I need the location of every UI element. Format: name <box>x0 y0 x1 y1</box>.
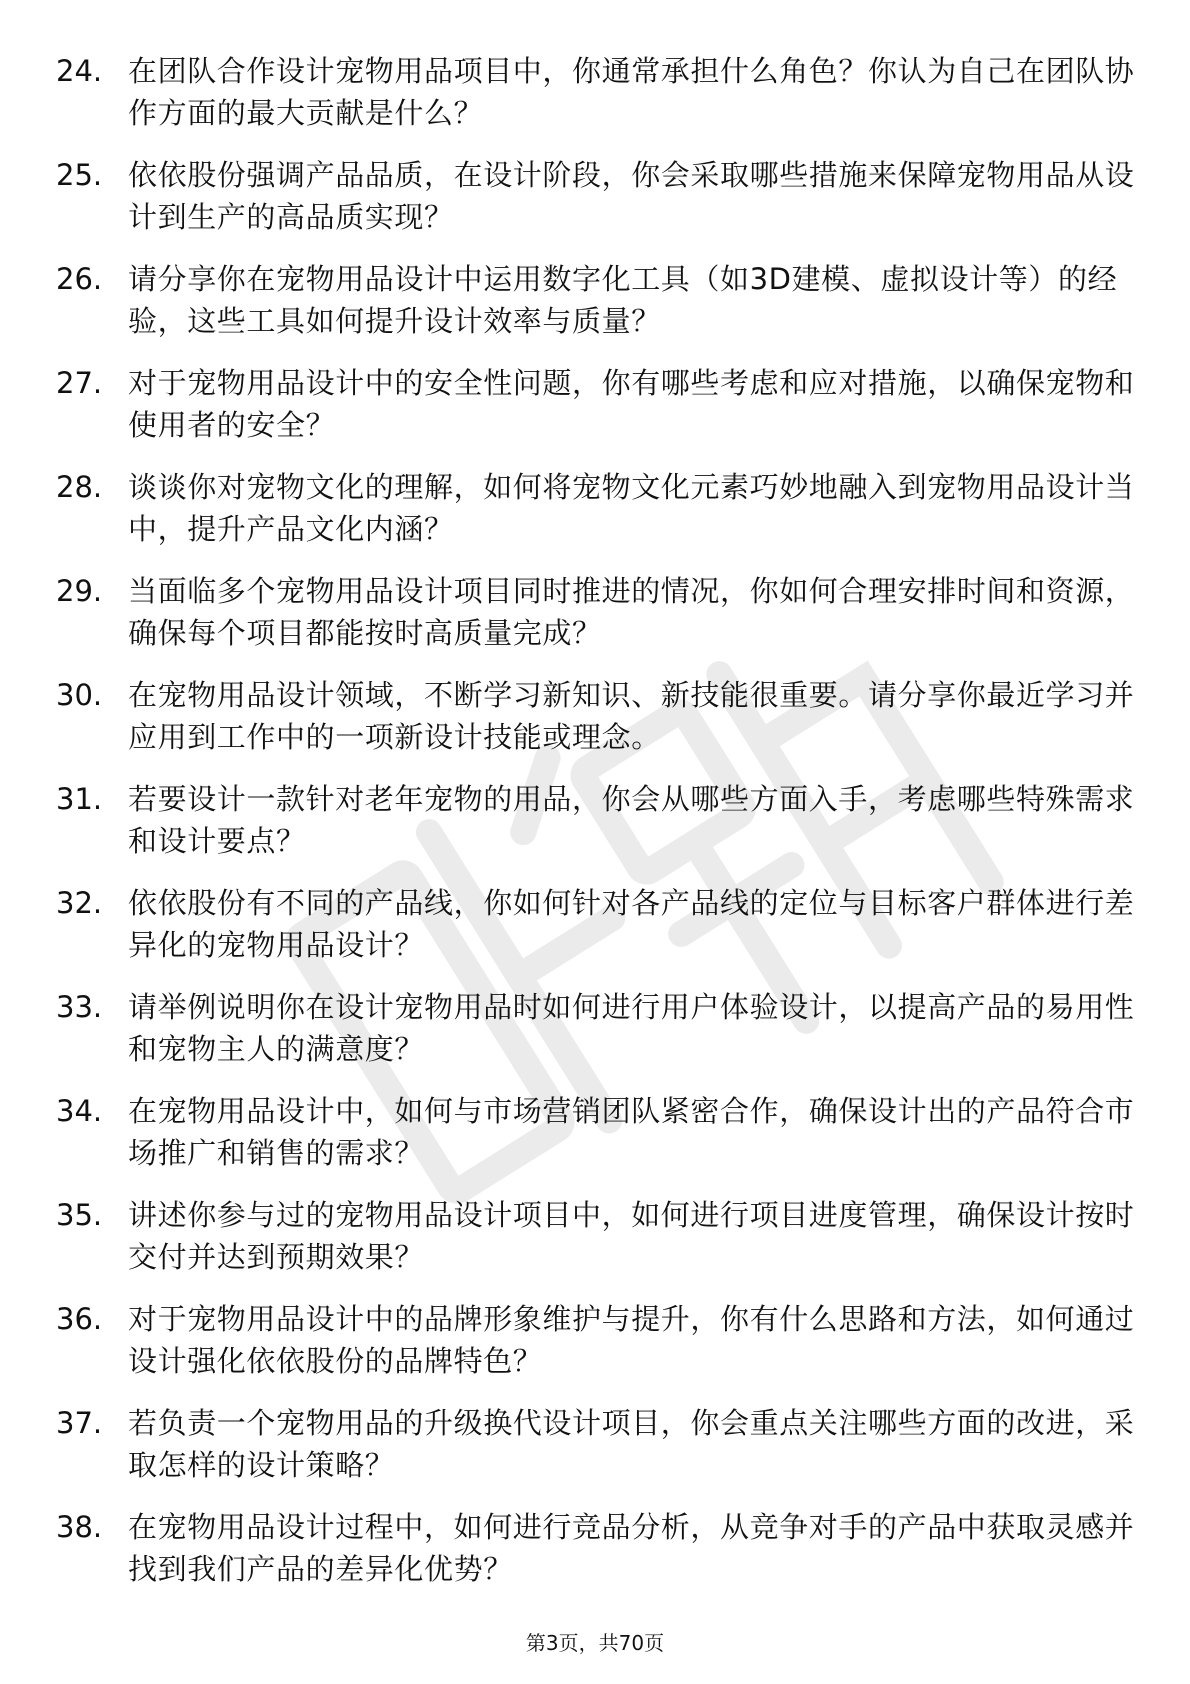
question-item <box>56 466 1146 570</box>
question-number: 38. <box>56 1510 103 1544</box>
question-item <box>56 882 1146 986</box>
question-item <box>56 1506 1146 1610</box>
question-item <box>56 570 1146 674</box>
question-number: 28. <box>56 470 103 504</box>
question-number: 34. <box>56 1094 103 1128</box>
question-number: 36. <box>56 1302 103 1336</box>
question-item <box>56 1194 1146 1298</box>
question-text: 对于宠物用品设计中的品牌形象维护与提升，你有什么思路和方法，如何通过设计强化依依股份的品牌特色？ <box>128 1302 1135 1378</box>
question-text: 在宠物用品设计过程中，如何进行竞品分析，从竞争对手的产品中获取灵感并找到我们产品的差异化优势？ <box>128 1510 1135 1586</box>
question-text: 在宠物用品设计中，如何与市场营销团队紧密合作，确保设计出的产品符合市场推广和销售的需求？ <box>128 1094 1135 1170</box>
question-number: 37. <box>56 1406 103 1440</box>
question-text: 谈谈你对宠物文化的理解，如何将宠物文化元素巧妙地融入到宠物用品设计当中，提升产品文化内涵？ <box>128 470 1135 546</box>
question-number: 32. <box>56 886 103 920</box>
question-item <box>56 674 1146 778</box>
question-text: 讲述你参与过的宠物用品设计项目中，如何进行项目进度管理，确保设计按时交付并达到预期效果？ <box>128 1198 1135 1274</box>
question-text: 在团队合作设计宠物用品项目中，你通常承担什么角色？你认为自己在团队协作方面的最大贡献是什么？ <box>128 54 1135 130</box>
question-number: 27. <box>56 366 103 400</box>
question-number: 35. <box>56 1198 103 1232</box>
question-item <box>56 258 1146 362</box>
question-text: 若负责一个宠物用品的升级换代设计项目，你会重点关注哪些方面的改进，采取怎样的设计策略？ <box>128 1406 1135 1482</box>
question-text: 依依股份有不同的产品线，你如何针对各产品线的定位与目标客户群体进行差异化的宠物用品设计？ <box>128 886 1135 962</box>
question-text: 依依股份强调产品品质，在设计阶段，你会采取哪些措施来保障宠物用品从设计到生产的高品质实现？ <box>128 158 1135 234</box>
question-number: 33. <box>56 990 103 1024</box>
question-item <box>56 362 1146 466</box>
question-list <box>56 50 1146 1610</box>
question-item <box>56 986 1146 1090</box>
question-number: 26. <box>56 262 103 296</box>
question-text: 请举例说明你在设计宠物用品时如何进行用户体验设计，以提高产品的易用性和宠物主人的满意度？ <box>128 990 1135 1066</box>
question-text: 请分享你在宠物用品设计中运用数字化工具（如3D建模、虚拟设计等）的经验，这些工具如何提升设计效率与质量？ <box>128 262 1118 338</box>
question-number: 29. <box>56 574 103 608</box>
question-number: 31. <box>56 782 103 816</box>
question-text: 对于宠物用品设计中的安全性问题，你有哪些考虑和应对措施，以确保宠物和使用者的安全？ <box>128 366 1135 442</box>
question-text: 若要设计一款针对老年宠物的用品，你会从哪些方面入手，考虑哪些特殊需求和设计要点？ <box>128 782 1135 858</box>
question-text: 在宠物用品设计领域，不断学习新知识、新技能很重要。请分享你最近学习并应用到工作中的一项新设计技能或理念。 <box>128 678 1135 754</box>
question-text: 当面临多个宠物用品设计项目同时推进的情况，你如何合理安排时间和资源，确保每个项目都能按时高质量完成？ <box>128 574 1135 650</box>
question-item <box>56 1090 1146 1194</box>
question-item <box>56 1402 1146 1506</box>
question-number: 30. <box>56 678 103 712</box>
question-item <box>56 1298 1146 1402</box>
question-item <box>56 50 1146 154</box>
question-item <box>56 154 1146 258</box>
page-number: 第3页，共70页 <box>525 1631 665 1655</box>
question-number: 24. <box>56 54 103 88</box>
question-item <box>56 778 1146 882</box>
question-number: 25. <box>56 158 103 192</box>
